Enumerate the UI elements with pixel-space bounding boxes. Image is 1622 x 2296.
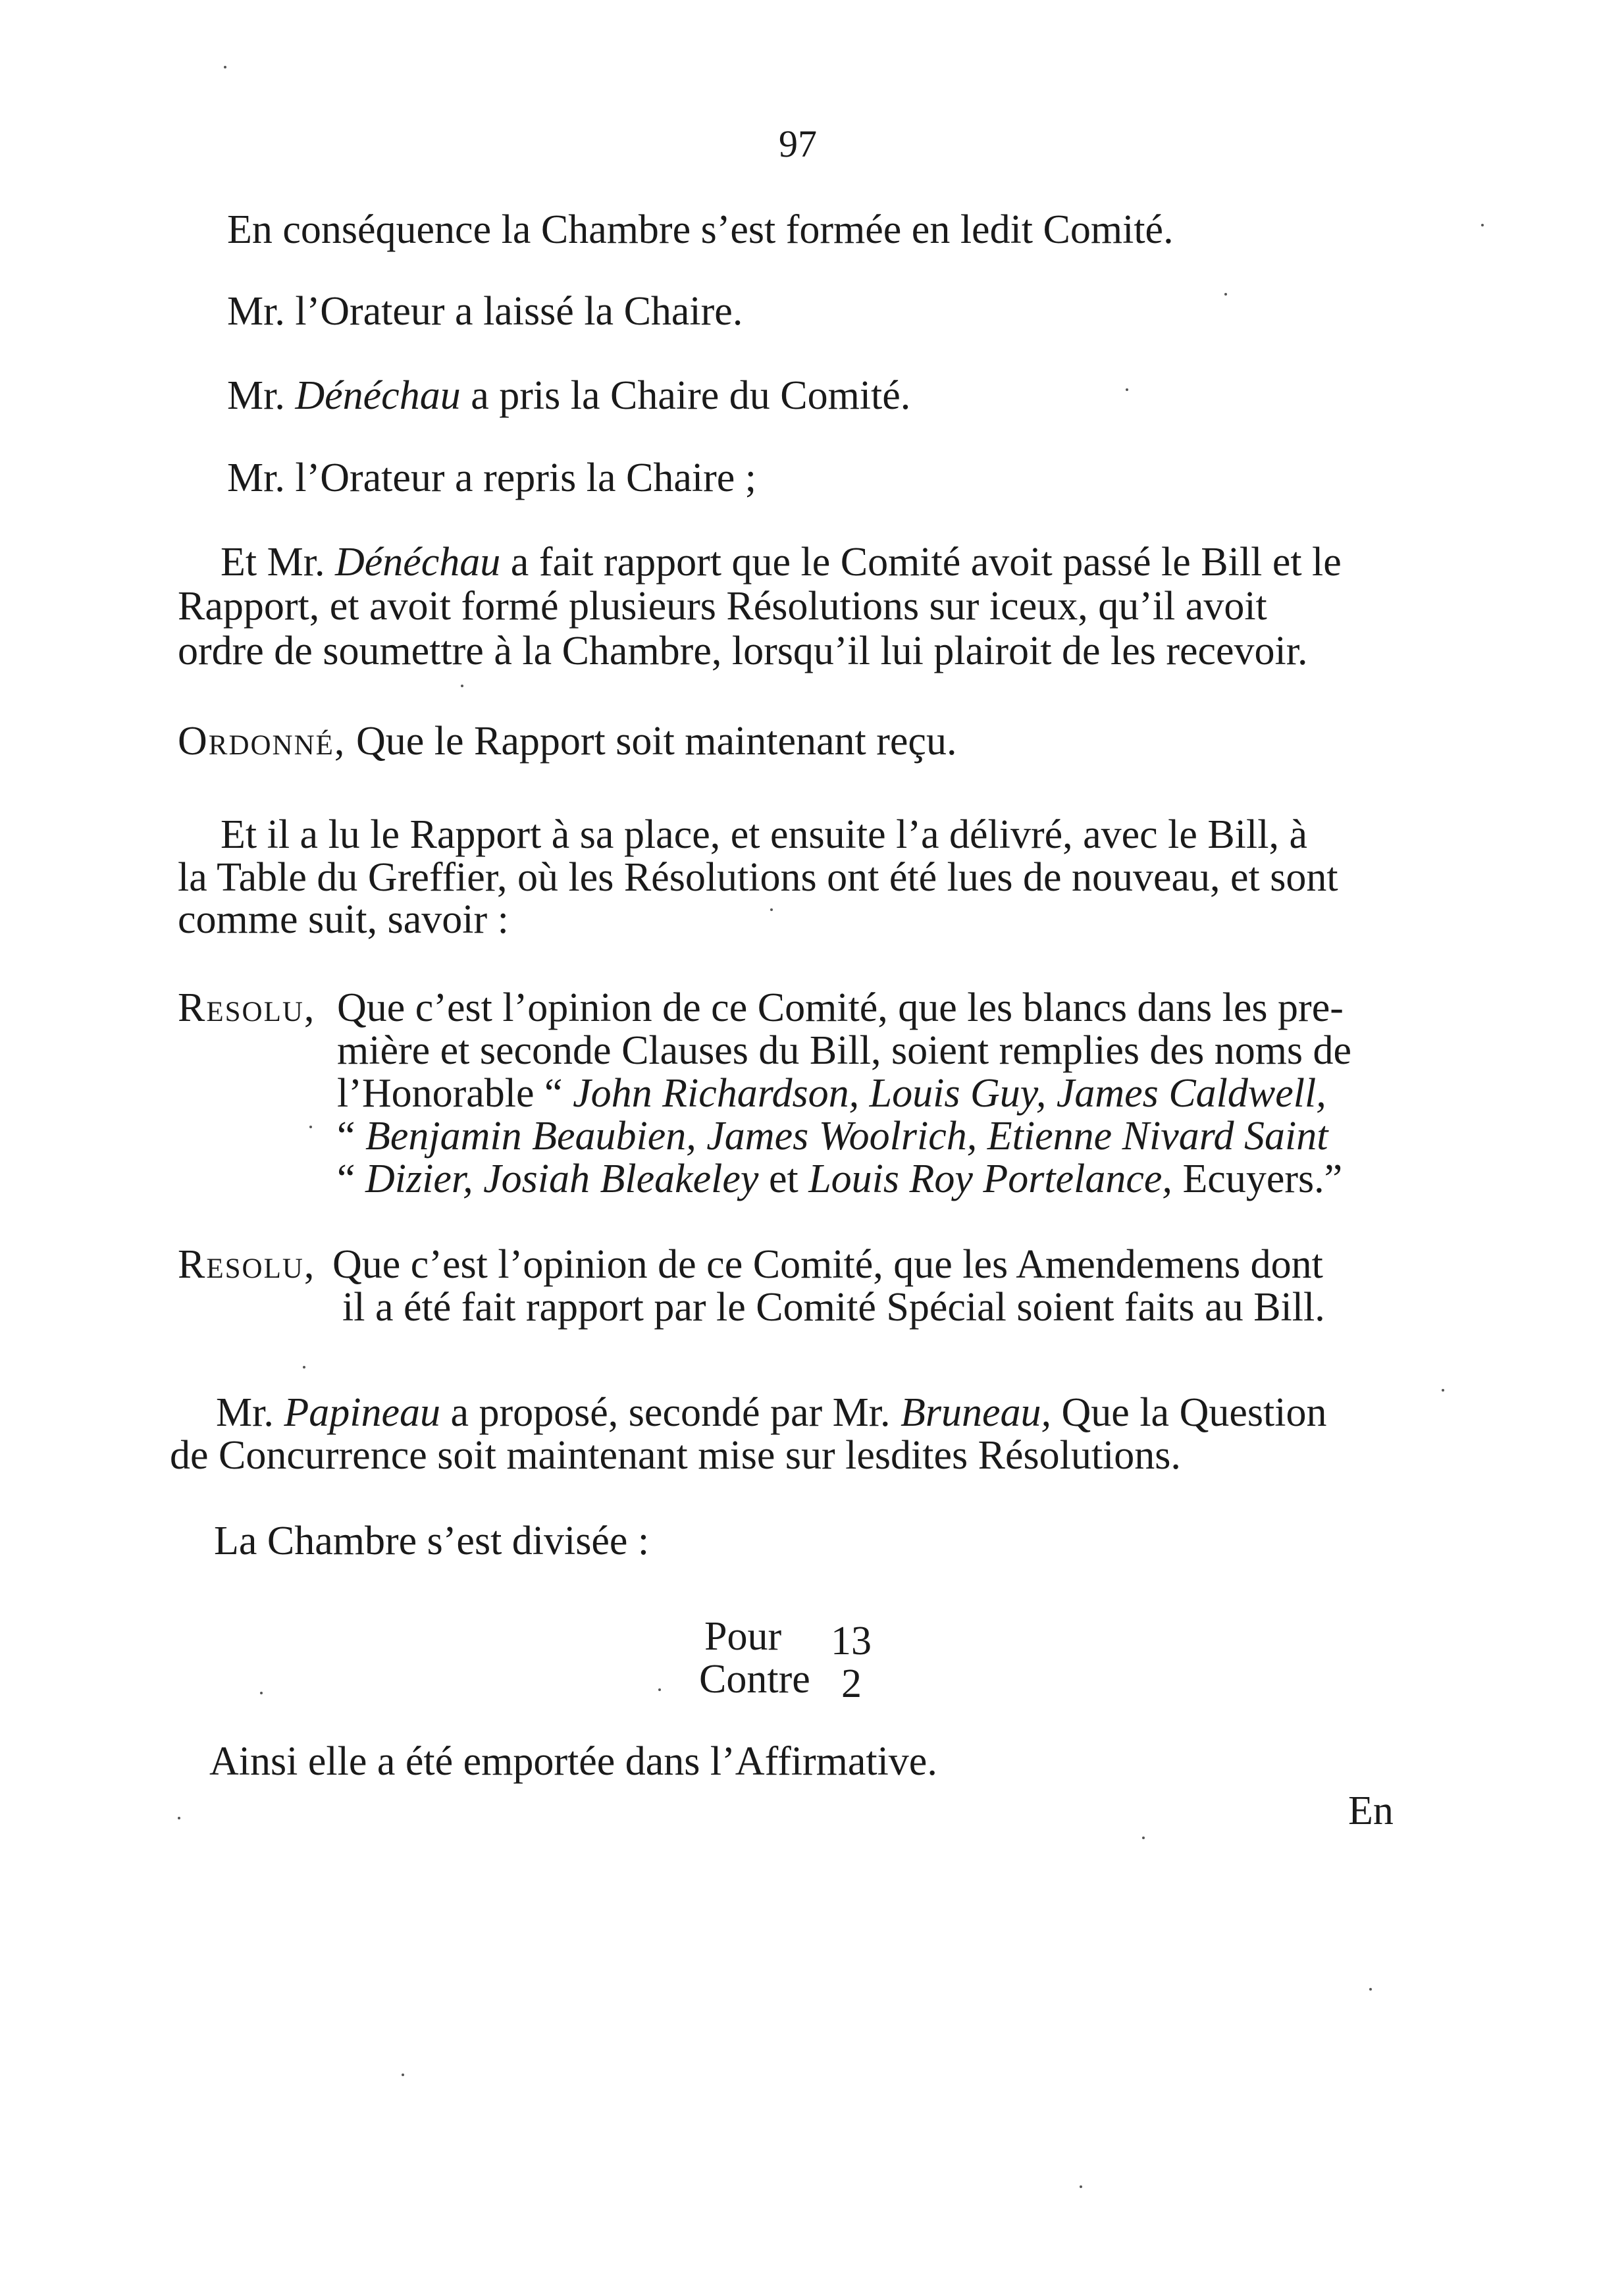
names-list: Benjamin Beaubien, James Woolrich, Etienne Nivard Saint (365, 1114, 1328, 1159)
text-line: de Concurrence soit maintenant mise sur lesdites Résolutions. (170, 1433, 1181, 1478)
names-list: Dizier, Josiah Bleakeley (365, 1157, 759, 1201)
person-name: Papineau (284, 1390, 440, 1435)
scan-speck (224, 66, 226, 68)
resolution-line: Que c’est l’opinion de ce Comité, que les Amendemens dont (332, 1242, 1323, 1287)
scan-speck (178, 1817, 180, 1819)
text-line: la Table du Greffier, où les Résolutions ont été lues de nouveau, et sont (178, 855, 1338, 900)
vote-pour-count: 13 (831, 1619, 872, 1663)
text-line: Mr. l’Orateur a repris la Chaire ; (227, 456, 756, 500)
names-list: Louis Roy Portelance, (808, 1157, 1172, 1201)
text-run: a pris la Chaire du Comité. (460, 373, 911, 418)
text-run: l’Honorable “ (337, 1071, 573, 1116)
scan-speck (1080, 2185, 1082, 2188)
text-line (216, 1392, 1326, 1433)
text-line: comme suit, savoir : (178, 897, 509, 942)
text-line: Rapport, et avoit formé plusieurs Résolutions sur iceux, qu’il avoit (178, 584, 1267, 629)
person-name: Dénéchau (334, 540, 501, 585)
text-line: Mr. l’Orateur a laissé la Chaire. (227, 289, 743, 334)
vote-pour-label: Pour (704, 1614, 782, 1659)
text-line: Et il a lu le Rapport à sa place, et ensuite l’a délivré, avec le Bill, à (221, 812, 1307, 857)
text-line: Ainsi elle a été emportée dans l’Affirmative. (209, 1739, 937, 1784)
vote-contre-count: 2 (841, 1661, 862, 1706)
scan-speck (1481, 224, 1484, 226)
scan-speck (260, 1692, 263, 1694)
scan-speck (1142, 1837, 1145, 1839)
text-line: La Chambre s’est divisée : (214, 1519, 650, 1563)
text-run: “ (337, 1114, 366, 1159)
text-run: Que la Question (1051, 1390, 1327, 1435)
scan-speck (1126, 388, 1128, 391)
scan-speck (461, 685, 463, 687)
scan-speck (402, 2074, 404, 2076)
page-number: 97 (779, 122, 817, 165)
text-line: ordre de soumettre à la Chambre, lorsqu’il lui plairoit de les recevoir. (178, 629, 1308, 673)
text-run: “ (337, 1157, 366, 1201)
person-name: Bruneau, (901, 1390, 1052, 1435)
scan-speck (1224, 293, 1227, 296)
person-name: Dénéchau (295, 373, 461, 418)
resolution-line (337, 1116, 1328, 1157)
text-run: Mr. (227, 373, 296, 418)
scan-speck (1369, 1988, 1372, 1991)
resolution-line: il a été fait rapport par le Comité Spécial soient faits au Bill. (342, 1285, 1325, 1330)
text-run: Mr. (216, 1390, 284, 1435)
resolution-line: mière et seconde Clauses du Bill, soient remplies des noms de (337, 1028, 1352, 1073)
scan-speck (303, 1366, 305, 1369)
resolution-line (337, 1073, 1326, 1114)
text-run: Et Mr. (221, 540, 335, 585)
resolution-line: Que c’est l’opinion de ce Comité, que les blancs dans les pre- (337, 985, 1344, 1030)
text-run: a fait rapport que le Comité avoit passé le Bill et le (500, 540, 1342, 585)
text-line: En conséquence la Chambre s’est formée en ledit Comité. (227, 207, 1174, 252)
resolu-label: Resolu, (178, 985, 316, 1030)
text-run: Que le Rapport soit maintenant reçu. (346, 719, 957, 764)
resolution-line (337, 1159, 1342, 1199)
text-run-group (221, 542, 1342, 583)
text-run: Ecuyers.” (1172, 1157, 1343, 1201)
text-run: et (758, 1157, 809, 1201)
text-line (178, 721, 956, 762)
scan-speck (1442, 1389, 1444, 1392)
names-list: John Richardson, Louis Guy, James Caldwell, (573, 1071, 1326, 1116)
text-line (221, 542, 1402, 583)
ordonne-label: Ordonné, (178, 719, 346, 764)
text-line (227, 375, 910, 416)
scan-speck (309, 1126, 312, 1128)
vote-contre-label: Contre (699, 1657, 810, 1702)
scan-speck (770, 908, 773, 911)
scan-speck (658, 1688, 661, 1691)
catchword: En (1348, 1788, 1394, 1833)
resolu-label: Resolu, (178, 1242, 316, 1287)
text-run: a proposé, secondé par Mr. (440, 1390, 901, 1435)
